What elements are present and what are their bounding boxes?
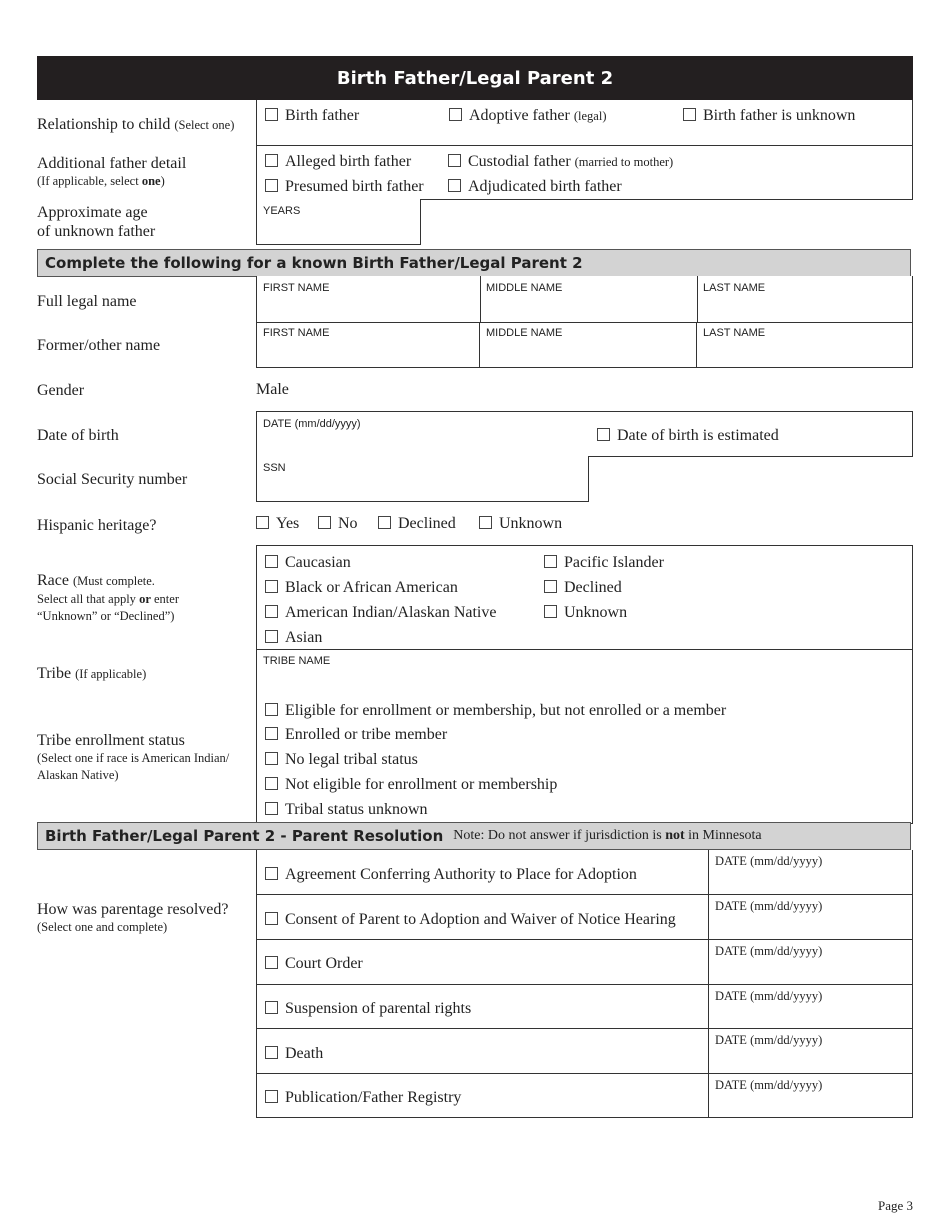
option-birth-father-unknown[interactable]: Birth father is unknown	[683, 107, 855, 125]
resolution-date-field-5[interactable]: DATE (mm/dd/yyyy)	[715, 1033, 823, 1047]
checkbox[interactable]	[265, 802, 278, 815]
option-race-unknown[interactable]: Unknown	[544, 604, 627, 622]
race-label: Race (Must complete. Select all that apply or enter “Unknown” or “Declined”)	[37, 572, 179, 623]
relationship-label	[37, 115, 234, 135]
checkbox[interactable]	[378, 516, 391, 529]
checkbox[interactable]	[448, 179, 461, 192]
former-name-label: Former/other name	[37, 337, 161, 354]
resolution-date-field-2[interactable]: DATE (mm/dd/yyyy)	[715, 899, 823, 913]
checkbox[interactable]	[683, 108, 696, 121]
resolution-date-field-6[interactable]: DATE (mm/dd/yyyy)	[715, 1078, 823, 1092]
tribe-name-field[interactable]	[256, 649, 913, 695]
checkbox[interactable]	[265, 912, 278, 925]
full-last-name-field[interactable]: LAST NAME	[703, 282, 766, 294]
checkbox[interactable]	[318, 516, 331, 529]
ssn-caption: SSN	[263, 462, 286, 474]
option-resolution-suspension[interactable]: Suspension of parental rights	[265, 1000, 471, 1018]
checkbox[interactable]	[448, 154, 461, 167]
option-enrollment-eligible[interactable]: Eligible for enrollment or membership, but not enrolled or a member	[265, 702, 726, 720]
enrollment-options-box	[256, 694, 913, 824]
checkbox[interactable]	[597, 428, 610, 441]
checkbox[interactable]	[544, 605, 557, 618]
checkbox[interactable]	[265, 777, 278, 790]
option-resolution-agreement[interactable]: Agreement Conferring Authority to Place for Adoption	[265, 866, 637, 884]
former-middle-name-field[interactable]: MIDDLE NAME	[486, 327, 563, 339]
checkbox[interactable]	[265, 605, 278, 618]
checkbox[interactable]	[544, 580, 557, 593]
checkbox[interactable]	[265, 867, 278, 880]
additional-options-box	[256, 145, 913, 200]
full-first-name-field[interactable]: FIRST NAME	[263, 282, 330, 294]
additional-hint: (If applicable, select one)	[37, 174, 165, 188]
option-hispanic-no[interactable]: No	[318, 515, 358, 533]
relationship-options-box	[256, 100, 913, 146]
ssn-label: Social Security number	[37, 471, 188, 488]
option-enrollment-no-legal-status[interactable]: No legal tribal status	[265, 751, 418, 769]
checkbox[interactable]	[265, 154, 278, 167]
years-caption: YEARS	[263, 205, 301, 217]
resolution-label: How was parentage resolved? (Select one and complete)	[37, 901, 229, 934]
checkbox[interactable]	[256, 516, 269, 529]
tribe-label: Tribe (If applicable)	[37, 665, 147, 682]
checkbox[interactable]	[544, 555, 557, 568]
checkbox[interactable]	[265, 179, 278, 192]
resolution-date-field-4[interactable]: DATE (mm/dd/yyyy)	[715, 989, 823, 1003]
page-number: Page 3	[877, 1198, 913, 1213]
former-name-row	[256, 322, 913, 368]
enrollment-label: Tribe enrollment status (Select one if race is American Indian/ Alaskan Native)	[37, 732, 230, 782]
option-adoptive-father[interactable]: Adoptive father (legal)	[449, 107, 606, 125]
option-race-black[interactable]: Black or African American	[265, 579, 458, 597]
option-hispanic-yes[interactable]: Yes	[256, 515, 299, 533]
tribe-caption: TRIBE NAME	[263, 655, 331, 667]
additional-label	[37, 154, 186, 190]
option-enrollment-not-eligible[interactable]: Not eligible for enrollment or membership	[265, 776, 557, 794]
option-adjudicated-birth-father[interactable]: Adjudicated birth father	[448, 178, 622, 196]
option-dob-estimated[interactable]: Date of birth is estimated	[597, 427, 779, 445]
checkbox[interactable]	[265, 1001, 278, 1014]
checkbox[interactable]	[265, 1046, 278, 1059]
full-name-label: Full legal name	[37, 293, 137, 310]
checkbox[interactable]	[265, 727, 278, 740]
resolution-date-field-3[interactable]: DATE (mm/dd/yyyy)	[715, 944, 823, 958]
option-resolution-death[interactable]: Death	[265, 1045, 323, 1063]
option-hispanic-unknown[interactable]: Unknown	[479, 515, 562, 533]
option-resolution-publication[interactable]: Publication/Father Registry	[265, 1089, 461, 1107]
approx-age-label: Approximate age of unknown father	[37, 204, 156, 240]
dob-field[interactable]	[256, 411, 913, 457]
hispanic-label: Hispanic heritage?	[37, 517, 157, 534]
resolution-note: Note: Do not answer if jurisdiction is not in Minnesota	[453, 828, 762, 843]
option-custodial-father[interactable]: Custodial father (married to mother)	[448, 153, 673, 171]
option-presumed-birth-father[interactable]: Presumed birth father	[265, 178, 424, 196]
section-header: Birth Father/Legal Parent 2	[37, 56, 913, 100]
ssn-field[interactable]	[256, 456, 589, 502]
gender-value: Male	[256, 381, 289, 398]
option-race-declined[interactable]: Declined	[544, 579, 622, 597]
option-race-american-indian[interactable]: American Indian/Alaskan Native	[265, 604, 496, 622]
full-name-row	[256, 276, 913, 323]
option-race-caucasian[interactable]: Caucasian	[265, 554, 351, 572]
checkbox[interactable]	[265, 956, 278, 969]
gender-label: Gender	[37, 382, 85, 399]
race-options-box	[256, 545, 913, 650]
option-enrollment-unknown[interactable]: Tribal status unknown	[265, 801, 428, 819]
dob-label: Date of birth	[37, 427, 119, 444]
option-hispanic-declined[interactable]: Declined	[378, 515, 456, 533]
resolution-section-band: Birth Father/Legal Parent 2 - Parent Resolution Note: Do not answer if jurisdiction is not in Minnesota	[37, 822, 911, 850]
option-resolution-consent[interactable]: Consent of Parent to Adoption and Waiver of Notice Hearing	[265, 911, 676, 929]
option-birth-father[interactable]: Birth father	[265, 107, 359, 125]
option-race-pacific-islander[interactable]: Pacific Islander	[544, 554, 664, 572]
full-middle-name-field[interactable]: MIDDLE NAME	[486, 282, 563, 294]
option-race-asian[interactable]: Asian	[265, 629, 322, 647]
additional-label-text: Additional father detail	[37, 155, 187, 172]
resolution-date-field-1[interactable]: DATE (mm/dd/yyyy)	[715, 854, 823, 868]
checkbox[interactable]	[265, 108, 278, 121]
checkbox[interactable]	[449, 108, 462, 121]
checkbox[interactable]	[265, 630, 278, 643]
checkbox[interactable]	[265, 703, 278, 716]
known-father-section-band: Complete the following for a known Birth Father/Legal Parent 2	[37, 249, 911, 277]
relationship-label-text: Relationship to child	[37, 116, 171, 133]
former-first-name-field[interactable]: FIRST NAME	[263, 327, 330, 339]
option-enrollment-enrolled[interactable]: Enrolled or tribe member	[265, 726, 447, 744]
checkbox[interactable]	[265, 1090, 278, 1103]
relationship-hint: (Select one)	[174, 118, 235, 132]
approx-age-field[interactable]	[256, 199, 421, 245]
checkbox[interactable]	[265, 580, 278, 593]
former-last-name-field[interactable]: LAST NAME	[703, 327, 766, 339]
option-resolution-court-order[interactable]: Court Order	[265, 955, 363, 973]
checkbox[interactable]	[479, 516, 492, 529]
checkbox[interactable]	[265, 752, 278, 765]
dob-caption: DATE (mm/dd/yyyy)	[263, 418, 361, 430]
checkbox[interactable]	[265, 555, 278, 568]
resolution-table	[256, 850, 913, 1118]
option-alleged-birth-father[interactable]: Alleged birth father	[265, 153, 411, 171]
